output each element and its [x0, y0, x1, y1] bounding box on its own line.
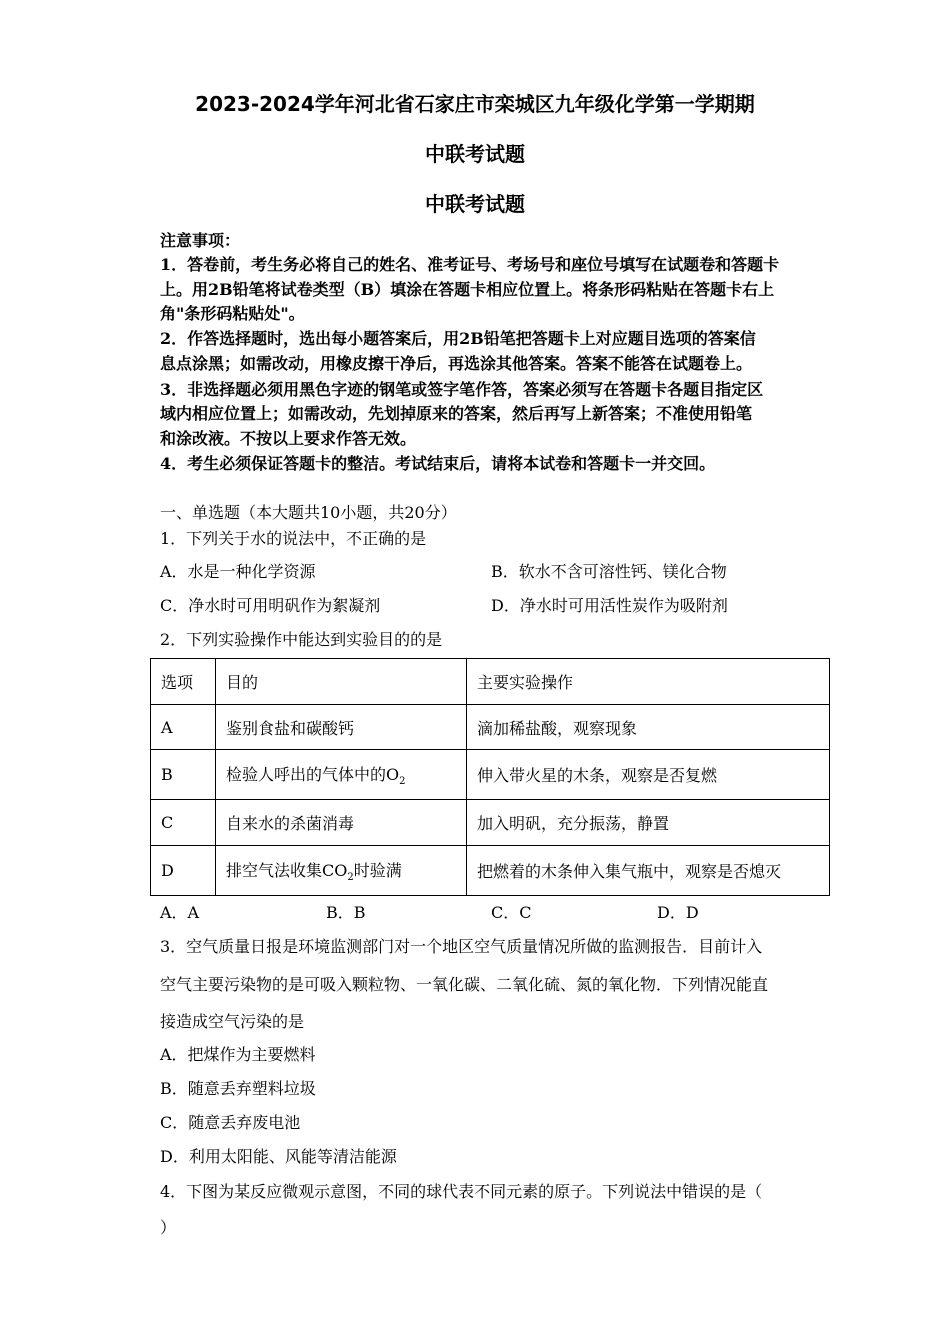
table-cell-operation: 把燃着的木条伸入集气瓶中，观察是否熄灭	[467, 846, 830, 896]
table-row	[151, 846, 830, 896]
q2-option-c: C．C	[491, 903, 532, 922]
table-header-cell: 选项	[151, 659, 216, 705]
subscript: 2	[347, 872, 354, 884]
table-header-row	[151, 659, 830, 705]
q2-stem: 2．下列实验操作中能达到实验目的的是	[160, 630, 443, 649]
page-title-line2: 中联考试题	[425, 142, 525, 166]
q3-option-b: B．随意丢弃塑料垃圾	[160, 1079, 316, 1098]
purpose-text: 排空气法收集CO	[226, 860, 348, 880]
notice-line: 和涂改液。不按以上要求作答无效。	[160, 429, 417, 448]
table-cell-operation: 伸入带火星的木条，观察是否复燃	[467, 750, 830, 800]
table-cell-purpose: 自来水的杀菌消毒	[216, 800, 467, 846]
table-row	[151, 704, 830, 750]
table-cell-purpose	[216, 846, 467, 896]
q3-stem: 空气主要污染物的是可吸入颗粒物、一氧化碳、二氧化硫、氮的氧化物．下列情况能直	[160, 975, 769, 994]
table-cell-option: B	[151, 750, 216, 800]
table-row	[151, 800, 830, 846]
q2-option-a: A．A	[160, 903, 200, 922]
notice-line: 4．考生必须保证答题卡的整洁。考试结束后，请将本试卷和答题卡一并交回。	[160, 454, 716, 473]
notice-heading: 注意事项：	[160, 231, 241, 250]
purpose-text-post: 时验满	[353, 860, 402, 880]
q1-option-b: B．软水不含可溶性钙、镁化合物	[491, 562, 727, 581]
subscript: 2	[399, 776, 406, 788]
q2-table	[150, 658, 830, 896]
table-header-cell: 主要实验操作	[467, 659, 830, 705]
q3-stem: 3．空气质量日报是环境监测部门对一个地区空气质量情况所做的监测报告．目前计入	[160, 937, 763, 956]
table-cell-option: A	[151, 704, 216, 750]
table-header-cell: 目的	[216, 659, 467, 705]
notice-line: 1．答卷前，考生务必将自己的姓名、准考证号、考场号和座位号填写在试题卷和答题卡	[160, 255, 780, 274]
section-heading: 一、单选题（本大题共10小题，共20分）	[160, 503, 457, 522]
notice-line: 角"条形码粘贴处"。	[160, 304, 305, 323]
table-cell-purpose	[216, 750, 467, 800]
q3-option-c: C．随意丢弃废电池	[160, 1113, 301, 1132]
table-cell-purpose: 鉴别食盐和碳酸钙	[216, 704, 467, 750]
q1-option-c: C．净水时可用明矾作为絮凝剂	[160, 596, 381, 615]
q3-option-a: A．把煤作为主要燃料	[160, 1045, 316, 1064]
notice-line: 2．作答选择题时，选出每小题答案后，用2B铅笔把答题卡上对应题目选项的答案信	[160, 329, 756, 348]
purpose-text: 检验人呼出的气体中的O	[226, 765, 400, 785]
q2-option-d: D．D	[657, 903, 699, 922]
table-cell-option: D	[151, 846, 216, 896]
q1-stem: 1．下列关于水的说法中，不正确的是	[160, 529, 427, 548]
q3-stem: 接造成空气污染的是	[160, 1012, 305, 1031]
page-title-line3: 中联考试题	[425, 192, 525, 216]
q2-option-b: B．B	[326, 903, 366, 922]
q1-option-a: A．水是一种化学资源	[160, 562, 316, 581]
table-row	[151, 750, 830, 800]
q3-option-d: D．利用太阳能、风能等清洁能源	[160, 1147, 397, 1166]
notice-line: 上。用2B铅笔将试卷类型（B）填涂在答题卡相应位置上。将条形码粘贴在答题卡右上	[160, 280, 775, 299]
q1-option-d: D．净水时可用活性炭作为吸附剂	[491, 596, 728, 615]
q4-stem: ）	[160, 1218, 177, 1237]
table-cell-operation: 加入明矾，充分振荡，静置	[467, 800, 830, 846]
q4-stem: 4．下图为某反应微观示意图，不同的球代表不同元素的原子。下列说法中错误的是（	[160, 1182, 763, 1201]
notice-line: 3．非选择题必须用黑色字迹的钢笔或签字笔作答，答案必须写在答题卡各题目指定区	[160, 380, 764, 399]
table-cell-option: C	[151, 800, 216, 846]
table-cell-operation: 滴加稀盐酸，观察现象	[467, 704, 830, 750]
notice-line: 息点涂黑；如需改动，用橡皮擦干净后，再选涂其他答案。答案不能答在试题卷上。	[160, 354, 753, 373]
page-title: 2023-2024学年河北省石家庄市栾城区九年级化学第一学期期	[195, 92, 755, 116]
notice-line: 域内相应位置上；如需改动，先划掉原来的答案，然后再写上新答案；不准使用铅笔	[160, 404, 753, 423]
